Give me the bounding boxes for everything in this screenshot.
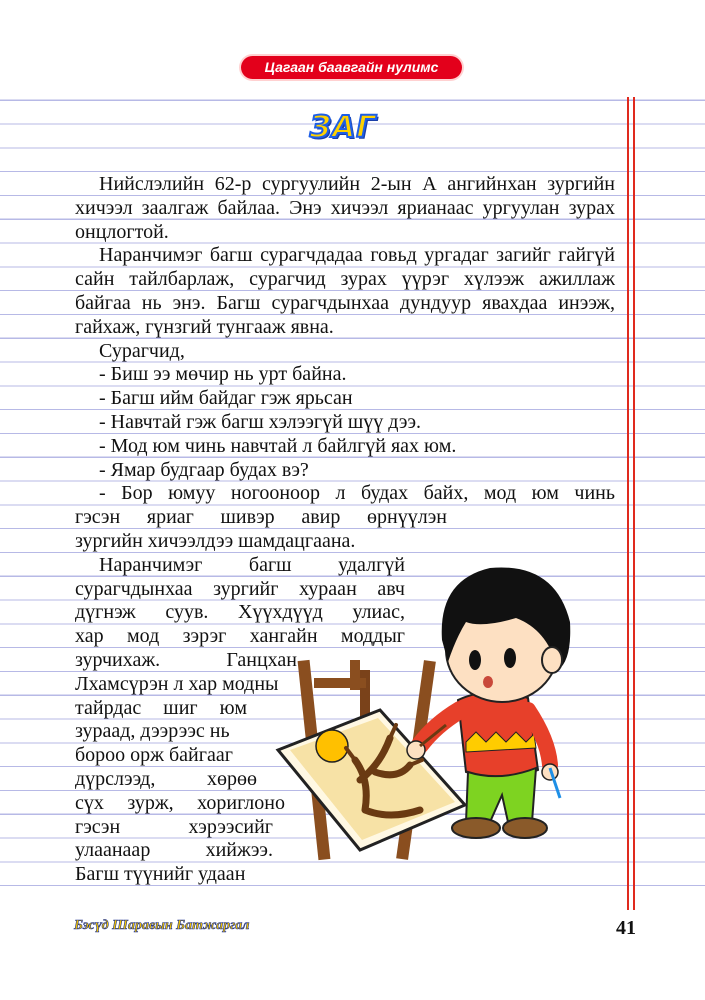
narr-line-3: дүгнэж суув. Хүүхдүүд улиас,	[75, 601, 405, 624]
narr-line-9: бороо орж байгааг	[75, 744, 233, 767]
margin-line-right	[633, 97, 635, 910]
boy-painting-illustration	[270, 510, 600, 870]
narr-line-5: зурчихаж. Ганцхан	[75, 648, 297, 671]
paragraph-1: Нийслэлийн 62-р сургуулийн 2-ын А ангийнхан зургийн хичээл заалгаж байлаа. Энэ хичээл ярианаас ургуулан зурах онцлогтой.	[75, 173, 615, 243]
narr-line-12: гэсэн хэрээсийг	[75, 815, 273, 838]
narr-line-11: сүх зурж, хориглоно	[75, 791, 285, 814]
margin-line-left	[627, 97, 629, 910]
narr-line-8: зураад, дээрээс нь	[75, 720, 230, 743]
dialogue-line-2: - Багш ийм байдаг гэж ярьсан	[99, 387, 353, 410]
dialogue-line-6-cont: гэсэн яриаг шивэр авир өрнүүлэн	[75, 506, 447, 529]
paragraph-3: Сурагчид,	[99, 339, 185, 362]
narr-line-14: Багш түүнийг удаан	[75, 863, 246, 886]
narr-line-13: улаанаар хийжээ.	[75, 839, 273, 862]
dialogue-line-3: - Навчтай гэж багш хэлээгүй шүү дээ.	[99, 410, 422, 433]
dialogue-line-1: - Биш ээ мөчир нь урт байна.	[99, 363, 347, 386]
narr-line-10: дүрслээд, хөрөө	[75, 767, 257, 790]
narr-line-1: Наранчимэг багш удалгүй	[99, 553, 405, 576]
dialogue-line-4: - Мод юм чинь навчтай л байлгүй яах юм.	[99, 434, 457, 457]
book-title-banner: Цагаан баавгайн нулимс	[241, 56, 462, 79]
dialogue-line-6-end: зургийн хичээлдээ шамдацгаана.	[75, 529, 356, 552]
narr-line-7: тайрдас шиг юм	[75, 696, 247, 719]
chapter-title: ЗАГ	[309, 110, 377, 145]
dialogue-line-6: - Бор юмуу ногооноор л будах байх, мод юм чинь	[99, 482, 615, 505]
paragraph-2: Наранчимэг багш сурагчдадаа говьд ургадаг загийг гайгүй сайн тайлбарлаж, сурагчид зурах үүрэг хүлээж ажиллаж байгаа нь энэ. Багш сурагчдынхаа дундуур явахдаа инээж, гайхаж, гүнзгий тунгааж явна.	[75, 244, 615, 338]
dialogue-line-5: - Ямар будгаар будах вэ?	[99, 458, 309, 481]
page-number: 41	[616, 917, 636, 939]
narr-line-4: хар мод зэрэг хангайн моддыг	[75, 625, 405, 648]
author-name: Бэсүд Шаравын Батжаргал	[74, 918, 250, 933]
narr-line-6: Лхамсүрэн л хар модны	[75, 672, 279, 695]
narr-line-2: сурагчдынхаа зургийг хураан авч	[75, 577, 405, 600]
